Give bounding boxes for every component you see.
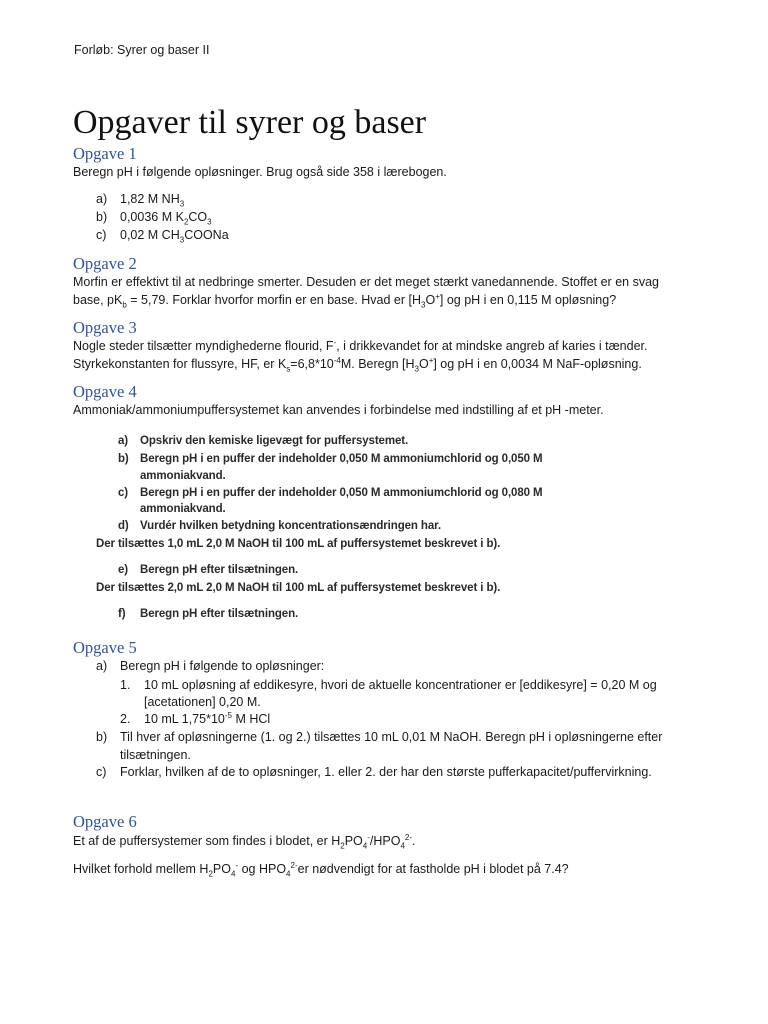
opgave-6-line-1: Et af de puffersystemer som findes i blodet, er $H_2PO_4^-/HPO_4^{2-}$. bbox=[73, 832, 416, 851]
document-header: Forløb: Syrer og baser II bbox=[74, 43, 210, 57]
opgave-1-heading: Opgave 1 bbox=[73, 144, 137, 163]
opgave-3-line-2: Styrkekonstanten for flussyre, HF, er $K_s=6,8*10^{-4}M$. Beregn $[H_3O^+]$ og pH i en 0,0034 M NaF-opløsning. bbox=[73, 355, 642, 374]
opgave-2-line-1: Morfin er effektivt til at nedbringe smerter. Desuden er det meget stærkt vanedannende. Stoffet er en svag bbox=[73, 275, 659, 289]
page-title: Opgaver til syrer og baser bbox=[73, 104, 427, 141]
list-item-continuation: ammoniakvand. bbox=[140, 470, 226, 482]
opgave-5-heading: Opgave 5 bbox=[73, 638, 137, 657]
list-item-continuation: tilsætningen. bbox=[120, 748, 191, 762]
opgave-6-heading: Opgave 6 bbox=[73, 812, 137, 831]
opgave-3-line-1: Nogle steder tilsætter myndighederne flourid, F-, i drikkevandet for at mindske angreb af karies i tænder. bbox=[73, 337, 648, 353]
opgave-1-intro: Beregn pH i følgende opløsninger. Brug også side 358 i lærebogen. bbox=[73, 165, 447, 179]
opgave-4-note-1: Der tilsættes 1,0 mL 2,0 M NaOH til 100 mL af puffersystemet beskrevet i b). bbox=[96, 538, 501, 550]
opgave-2-line-2: base, $pK_b = 5,79$. Forklar hvorfor morfin er en base. Hvad er $[H_3O^+]$ og pH i en 0,115 M opløsning? bbox=[73, 291, 617, 310]
list-item-continuation: [acetationen] 0,20 M. bbox=[144, 695, 261, 709]
opgave-2-heading: Opgave 2 bbox=[73, 254, 137, 273]
opgave-6-line-2: Hvilket forhold mellem $H_2PO_4^-$ og $HPO_4^{2-}er$ nødvendigt for at fastholde pH i blodet på 7.4? bbox=[73, 860, 569, 879]
opgave-4-note-2: Der tilsættes 2,0 mL 2,0 M NaOH til 100 mL af puffersystemet beskrevet i b). bbox=[96, 582, 501, 594]
opgave-4-intro: Ammoniak/ammoniumpuffersystemet kan anvendes i forbindelse med indstilling af et pH -meter. bbox=[73, 403, 604, 417]
opgave-4-heading: Opgave 4 bbox=[73, 382, 137, 401]
opgave-3-heading: Opgave 3 bbox=[73, 318, 137, 337]
list-item-continuation: ammoniakvand. bbox=[140, 503, 226, 515]
